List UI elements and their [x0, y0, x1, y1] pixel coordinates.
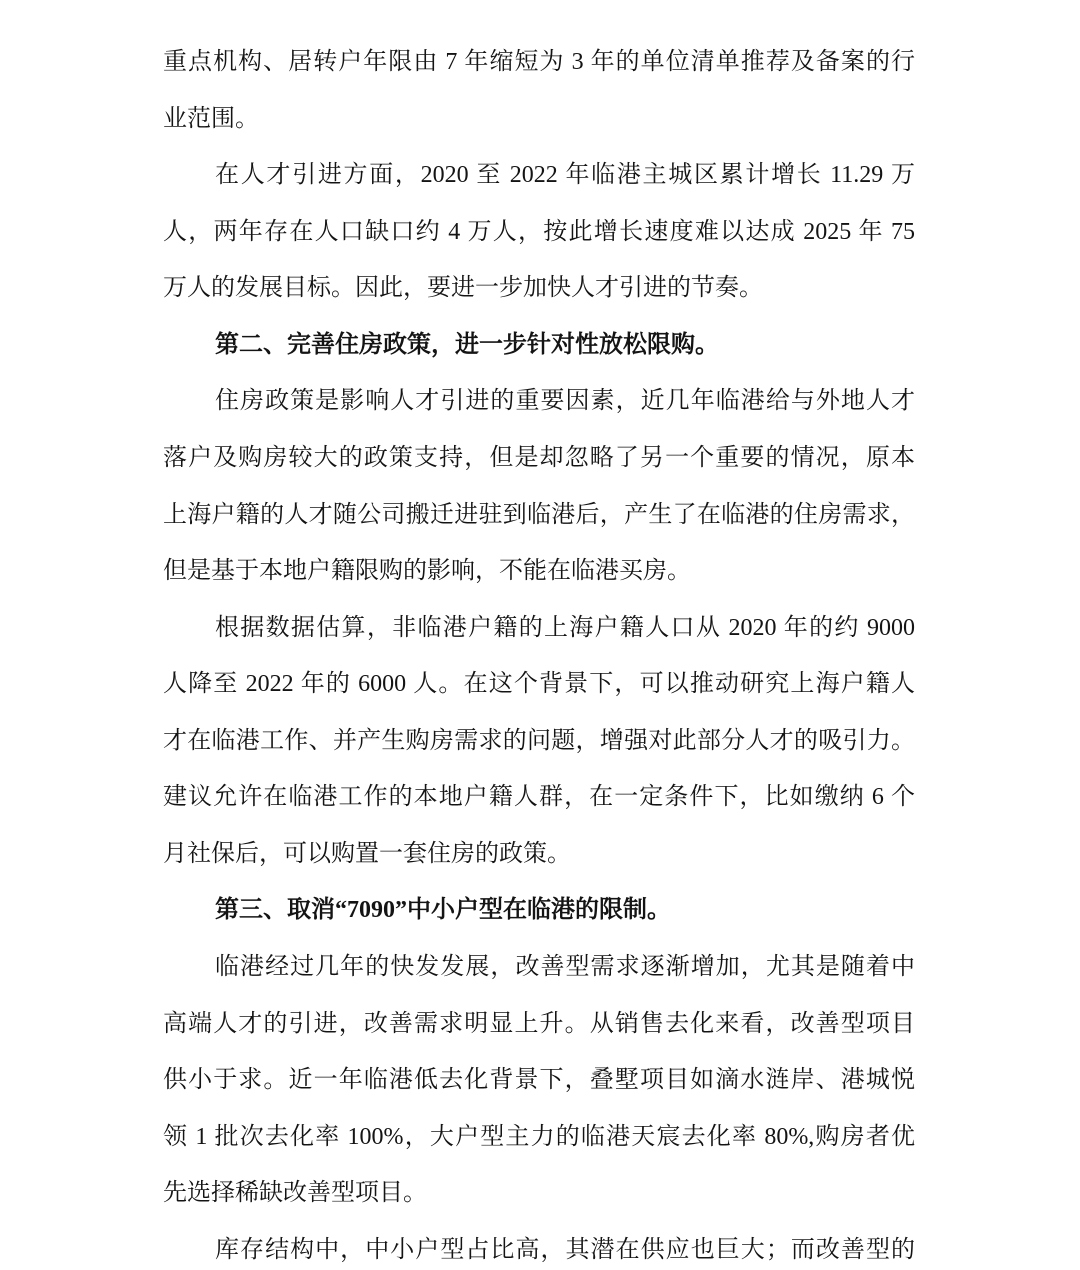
paragraph-data-estimate — [163, 608, 915, 874]
paragraph-line: 建议允许在临港工作的本地户籍人群，在一定条件下，比如缴纳 6 个 — [163, 784, 915, 811]
paragraph-line: 先选择稀缺改善型项目。 — [163, 1180, 427, 1207]
paragraph-line: 在人才引进方面，2020 至 2022 年临港主城区累计增长 11.29 万 — [215, 162, 915, 189]
section-heading-7090-restriction: 第三、取消“7090”中小户型在临港的限制。 — [215, 897, 671, 924]
paragraph-continued — [163, 42, 915, 139]
paragraph-line: 人，两年存在人口缺口约 4 万人，按此增长速度难以达成 2025 年 75 — [163, 218, 915, 245]
paragraph-line: 上海户籍的人才随公司搬迁进驻到临港后，产生了在临港的住房需求， — [163, 501, 915, 528]
paragraph-line: 月社保后，可以购置一套住房的政策。 — [163, 840, 571, 867]
document-body — [163, 42, 915, 1270]
paragraph-line: 万人的发展目标。因此，要进一步加快人才引进的节奏。 — [163, 275, 763, 302]
paragraph-line: 但是基于本地户籍限购的影响，不能在临港买房。 — [163, 558, 691, 585]
paragraph-line: 库存结构中，中小户型占比高，其潜在供应也巨大；而改善型的 — [215, 1236, 915, 1263]
paragraph-line: 住房政策是影响人才引进的重要因素，近几年临港给与外地人才 — [215, 388, 915, 415]
paragraph-line: 才在临港工作、并产生购房需求的问题，增强对此部分人才的吸引力。 — [163, 727, 915, 754]
paragraph-line: 落户及购房较大的政策支持，但是却忽略了另一个重要的情况，原本 — [163, 444, 915, 471]
paragraph-line: 供小于求。近一年临港低去化背景下，叠墅项目如滴水涟岸、港城悦 — [163, 1067, 915, 1094]
section-heading-housing-policy: 第二、完善住房政策，进一步针对性放松限购。 — [215, 331, 719, 358]
paragraph-line: 重点机构、居转户年限由 7 年缩短为 3 年的单位清单推荐及备案的行 — [163, 49, 915, 75]
paragraph-improvement-demand — [163, 947, 915, 1213]
paragraph-inventory-structure — [163, 1230, 915, 1270]
paragraph-line: 人降至 2022 年的 6000 人。在这个背景下，可以推动研究上海户籍人 — [163, 671, 915, 698]
paragraph-line: 业范围。 — [163, 105, 259, 132]
paragraph-line: 根据数据估算，非临港户籍的上海户籍人口从 2020 年的约 9000 — [215, 614, 915, 641]
paragraph-line: 领 1 批次去化率 100%，大户型主力的临港天宸去化率 80%,购房者优 — [163, 1123, 915, 1150]
paragraph-housing-policy — [163, 381, 915, 591]
paragraph-talent-introduction — [163, 155, 915, 308]
paragraph-line: 高端人才的引进，改善需求明显上升。从销售去化来看，改善型项目 — [163, 1010, 915, 1037]
paragraph-line: 临港经过几年的快发发展，改善型需求逐渐增加，尤其是随着中 — [215, 954, 915, 980]
